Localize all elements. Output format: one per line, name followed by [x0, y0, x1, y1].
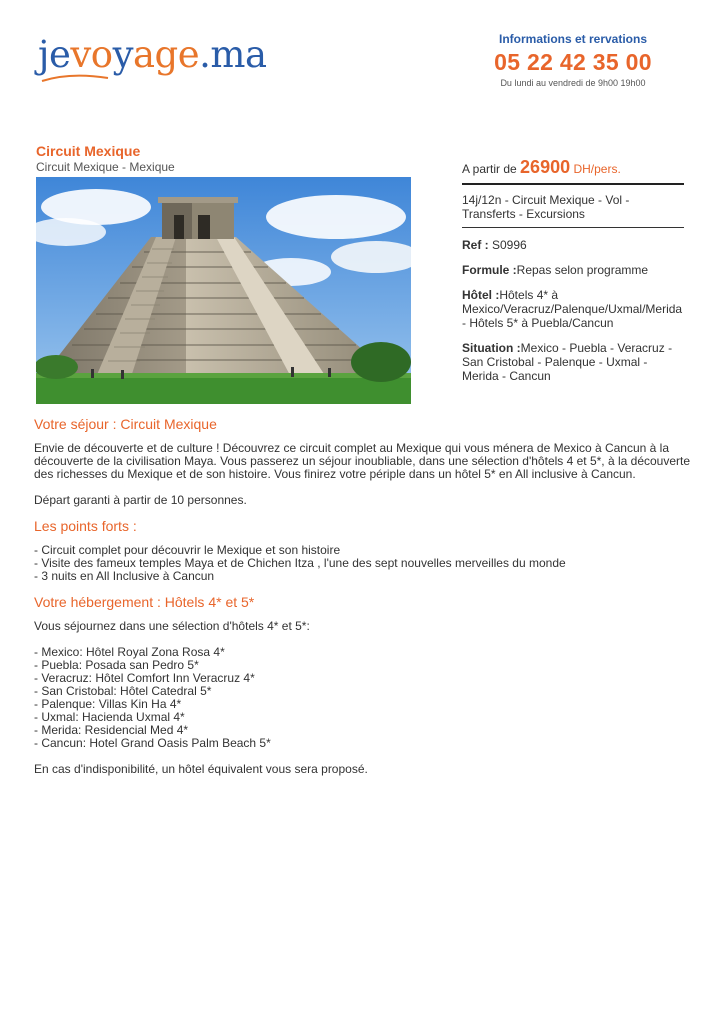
logo-swoosh-icon — [40, 74, 110, 84]
ref-value: S0996 — [488, 238, 527, 252]
situation-label: Situation : — [462, 341, 521, 355]
price-unit: DH/pers. — [573, 162, 621, 176]
hotel-value: Hôtels 4* à Mexico/Veracruz/Palenque/Uxmal/Merida - Hôtels 5* à Puebla/Cancun — [462, 288, 683, 330]
list-item: - Veracruz: Hôtel Comfort Inn Veracruz 4* — [34, 671, 255, 685]
page-title: Circuit Mexique — [36, 143, 141, 159]
divider — [462, 227, 684, 228]
page-subtitle: Circuit Mexique - Mexique — [36, 160, 175, 174]
formule-label: Formule : — [462, 263, 517, 277]
sejour-paragraph: Envie de découverte et de culture ! Découvrez ce circuit complet au Mexique qui vous ménera de Mexico à Cancun à la découverte de la civilisation Maya. Vous passerez un séjour inoubliable, dans une sélection d'hôtels 4 et 5*, à la découverte des richesses du Mexique et de son histoire. Vous finirez votre périple dans un hôtel 5* en All inclusive à Cancun. — [34, 441, 691, 481]
price-prefix: A partir de — [462, 162, 517, 176]
highlights-list — [34, 544, 694, 583]
ref-label: Ref : — [462, 238, 489, 252]
highlights-heading: Les points forts : — [34, 518, 137, 534]
accommodation-heading: Votre hébergement : Hôtels 4* et 5* — [34, 594, 255, 610]
hotel-label: Hôtel : — [462, 288, 500, 302]
formule-value: Repas selon programme — [516, 263, 649, 277]
contact-block — [480, 32, 666, 88]
divider — [462, 183, 684, 185]
ref-field — [462, 238, 684, 252]
list-item: - Palenque: Villas Kin Ha 4* — [34, 697, 182, 711]
logo-part: age — [132, 33, 200, 76]
list-item: - Uxmal: Hacienda Uxmal 4* — [34, 710, 185, 724]
hotel-field — [462, 288, 684, 330]
availability-note: En cas d'indisponibilité, un hôtel équivalent vous sera proposé. — [34, 762, 368, 776]
price-amount: 26900 — [520, 157, 571, 177]
trip-summary: 14j/12n - Circuit Mexique - Vol - Transferts - Excursions — [462, 193, 630, 221]
situation-field — [462, 341, 684, 383]
main-content — [34, 418, 694, 789]
situation-value: Mexico - Puebla - Veracruz - San Cristobal - Palenque - Uxmal - Merida - Cancun — [462, 341, 673, 383]
pyramid-image — [36, 177, 411, 404]
phone-number[interactable]: 05 22 42 35 00 — [494, 49, 652, 75]
site-logo[interactable] — [38, 33, 267, 76]
list-item: - 3 nuits en All Inclusive à Cancun — [34, 569, 215, 583]
logo-part: je — [38, 33, 71, 76]
list-item: - Mexico: Hôtel Royal Zona Rosa 4* — [34, 645, 225, 659]
offer-summary — [462, 157, 684, 394]
opening-hours: Du lundi au vendredi de 9h00 19h00 — [500, 78, 646, 88]
list-item: - Puebla: Posada san Pedro 5* — [34, 658, 199, 672]
sejour-heading: Votre séjour : Circuit Mexique — [34, 416, 217, 432]
hotel-list — [34, 646, 694, 750]
formule-field — [462, 263, 684, 277]
destination-photo — [36, 177, 411, 404]
logo-part: vo — [70, 33, 113, 76]
list-item: - Visite des fameux temples Maya et de Chichen Itza , l'une des sept nouvelles merveilles du monde — [34, 556, 566, 570]
list-item: - Merida: Residencial Med 4* — [34, 723, 189, 737]
price-line — [462, 157, 684, 183]
list-item: - Circuit complet pour découvrir le Mexique et son histoire — [34, 543, 341, 557]
logo-part: .ma — [199, 33, 267, 76]
list-item: - Cancun: Hotel Grand Oasis Palm Beach 5* — [34, 736, 271, 750]
departure-note: Départ garanti à partir de 10 personnes. — [34, 493, 247, 507]
list-item: - San Cristobal: Hôtel Catedral 5* — [34, 684, 212, 698]
accommodation-intro: Vous séjournez dans une sélection d'hôtels 4* et 5*: — [34, 619, 310, 633]
contact-title: Informations et rervations — [498, 32, 648, 46]
logo-part: y — [112, 33, 133, 76]
